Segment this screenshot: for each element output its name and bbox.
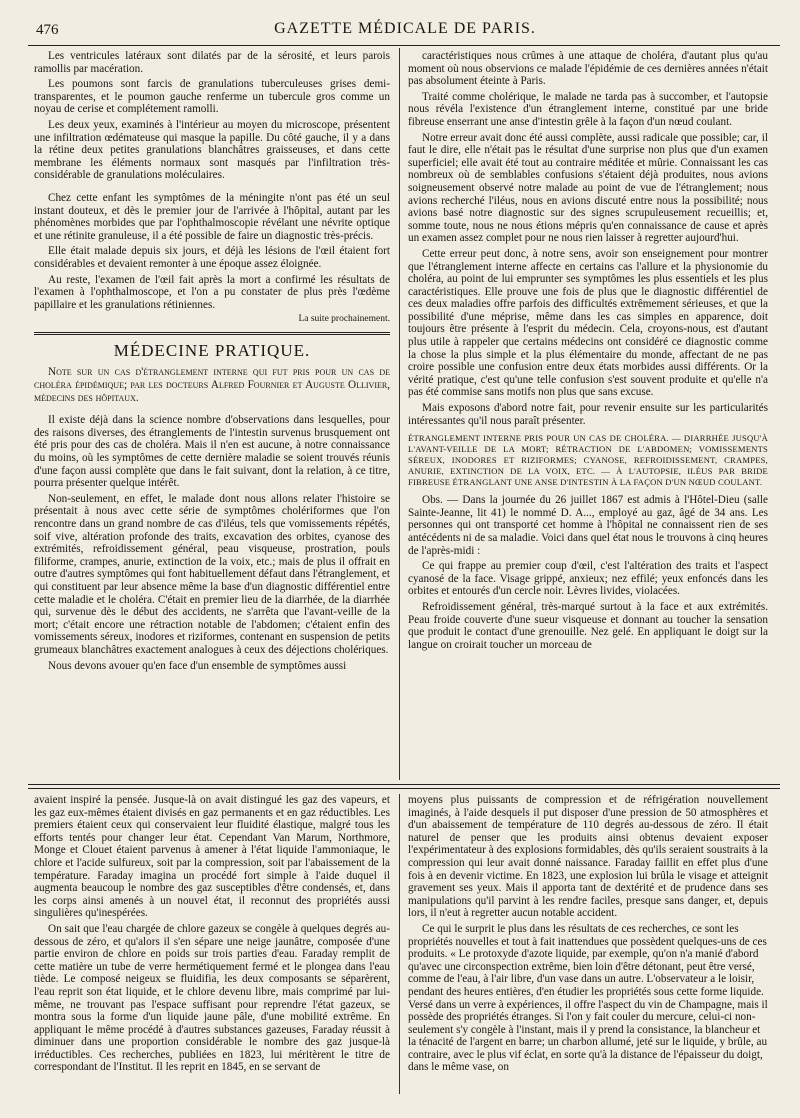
paragraph: Au reste, l'examen de l'œil fait après la mort a confirmé les résultats de l'examen à l'ophthalmoscope, et l'on a pu constater de plus près l'œdème papillaire et les granulations rétiniennes. <box>34 273 390 311</box>
paragraph: Cette erreur peut donc, à notre sens, avoir son enseignement pour montrer que l'étranglement interne affecte en certains cas l'allure et la physionomie du choléra, au point de lui emprunter ses symptômes les plus essentiels et les plus caractéristiques. Elle prouve une fois de plus que le diagnostic différentiel de ces deux maladies offre parfois des difficultés extrêmement sérieuses, et que la possibilité d'une méprise, même dans les cas simples en apparence, doit toujours être présente à l'esprit du médecin. Cela, croyons-nous, est d'autant plus utile à rappeler que certains médecins ont considéré ce diagnostic comme la chose la plus simple et la plus élémentaire du monde, affectant de ne pas croire possible une confusion entre deux états morbides aussi différents. Or la vérité pratique, c'est qu'une telle confusion s'est souvent produite et qu'elle n'a pas été commise sans motifs non plus que sans excuse. <box>408 247 768 399</box>
article-heading: Note sur un cas d'étranglement interne qui fut pris pour un cas de choléra épidémique; par les docteurs Alfred Fournier et Auguste Ollivier, médecins des hôpitaux. <box>34 366 390 404</box>
paragraph: Il existe déjà dans la science nombre d'observations dans lesquelles, pour des raisons diverses, des étranglements de l'intestin survenus brusquement ont été pris pour des cas de choléra. Mais il n'en est aucune, à notre connaissance du moins, où les symptômes de cette dernière maladie se soient trouvés réunis d'une façon aussi complète que dans le fait suivant, dont la relation, à ce titre, pourra présenter quelque intérêt. <box>34 414 390 490</box>
paragraph: Ce qui frappe au premier coup d'œil, c'est l'altération des traits et l'aspect cyanosé de la face. Visage grippé, anxieux; nez effilé; yeux enfoncés dans les orbites et entourés d'un cercle noir. Lèvres livides, violacées. <box>408 560 768 598</box>
column-bottom-right <box>408 794 768 1074</box>
page-header <box>28 18 782 40</box>
paragraph: Mais exposons d'abord notre fait, pour revenir ensuite sur les particularités intéressantes qu'il nous paraît présenter. <box>408 402 768 427</box>
paragraph: On sait que l'eau chargée de chlore gazeux se congèle à quelques degrés au-dessous de zéro, et qu'alors il s'en sépare une neige jaunâtre, composée d'une partie environ de chlore en poids sur trois parties d'eau. Faraday remplit de cette matière un tube de verre hermétiquement fermé et le plongea dans l'eau tiède. Le composé neigeux se fluidifia, les deux composants se séparèrent, l'eau reprit son état liquide, et le chlore devenu libre, mais comprimé par lui-même, ne trouvant pas l'espace suffisant pour reprendre l'état gazeux, se montra sous la forme d'un liquide jaune pâle, d'une mobilité extrême. En appliquant le même procédé à d'autres substances gazeuses, Faraday réussit à diminuer dans une proportion considérable le nombre des gaz jusque-là irréductibles. Ces recherches, publiées en 1823, lui méritèrent le titre de correspondant de l'Institut. Il les reprit en 1845, en se servant de <box>34 922 390 1074</box>
paragraph: moyens plus puissants de compression et de réfrigération nouvellement imaginés, à l'aide desquels il put disposer d'une pression de 50 atmosphères et d'un abaissement de température de 110 degrés au-dessous de zéro. Il était naturel de penser que les produits ainsi obtenus devaient exposer l'expérimentateur à des explosions formidables, dès qu'ils seraient soustraits à la compression qui leur avait donné naissance. Faraday faillit en effet plus d'une fois à en devenir victime. En 1823, une explosion lui brûla le visage et atteignit gravement ses yeux. Mais il apporta tant de dextérité et de prudence dans ses manipulations qu'il parvint à les rendre faciles, presque sans danger, et, depuis lors, il n'eut à regretter aucun notable accident. <box>408 794 768 920</box>
paragraph: Nous devons avouer qu'en face d'un ensemble de symptômes aussi <box>48 659 347 672</box>
paragraph: Obs. — Dans la journée du 26 juillet 1867 est admis à l'Hôtel-Dieu (salle Sainte-Jeanne, lit 41) le nommé D. A..., employé au gaz, âgé de 34 ans. Les personnes qui ont transporté cet homme à l'hôpital ne connaissent rien de ses antécédents ni de sa maladie. Voici dans quel état nous le trouvons à cinq heures de l'après-midi : <box>408 494 768 557</box>
column-divider-bottom <box>399 794 400 1094</box>
paragraph: avaient inspiré la pensée. Jusque-là on avait distingué les gaz des vapeurs, et les gaz eux-mêmes étaient divisés en gaz permanents et en gaz réductibles. Les premiers étaient ceux qui conservaient leur fluidité élastique, malgré tous les efforts tentés pour changer leur état. Cependant Van Marum, Northmore, Monge et Clouet étaient parvenus à amener à l'état liquide l'ammoniaque, le chlore et l'acide sulfureux, soit par la compression, soit par l'abaissement de la température. Faraday imagina un procédé fort simple à l'aide duquel il augmenta beaucoup le nombre des gaz susceptibles d'être condensés, et, dans les corps ainsi amenés à un nouvel état, il reconnut des propriétés aussi singulières qu'inespérées. <box>34 794 390 920</box>
feuilleton-separator <box>28 784 780 789</box>
column-bottom-left <box>34 794 390 1074</box>
paragraph: Les deux yeux, examinés à l'intérieur au moyen du microscope, présentent une infiltration œdémateuse qui masque la papille. Du côté gauche, il y a dans la rétine deux petites granulations blanchâtres graisseuses, et dans cette membrane les éléments normaux sont masqués par l'infiltration très-considérable de granulations moléculaires. <box>34 118 390 182</box>
paragraph: Non-seulement, en effet, le malade dont nous allons relater l'histoire se présentait à nous avec cette série de symptômes cholériformes que l'on rencontre dans un grand nombre de cas d'iléus, tels que vomissements répétés, soif vive, altération profonde des traits, excavation des orbites, cyanose des extrémités, refroidissement général, peau visqueuse, prostration, pouls filiforme, crampes, anurie, extinction de la voix, etc.; mais de plus il offrait en outre d'autres symptômes qui font habituellement défaut dans l'étranglement, et qui constituent par leur absence même la base d'un diagnostic différentiel entre cette maladie et le choléra. C'était en premier lieu de la diarrhée, de la diarrhée qui, survenue dès le début des accidents, ne s'arrêta que l'avant-veille de la mort; c'était encore une rétraction notable de l'abdomen; c'étaient enfin des vomissements séreux, inodores et riziformes, contenant en suspension de petits grumeaux blanchâtres exactement analogues à ceux des déjections cholériques. <box>34 492 390 656</box>
column-divider-top <box>399 48 400 780</box>
page-number: 476 <box>36 22 59 38</box>
paragraph: caractéristiques nous crûmes à une attaque de choléra, d'autant plus qu'au moment où nous observions ce malade l'épidémie de ces dernières années n'était pas absolument éteinte à Paris. <box>408 50 768 88</box>
observation-heading: ÉTRANGLEMENT INTERNE PRIS POUR UN CAS DE CHOLÉRA. — DIARRHÉE JUSQU'À L'AVANT-VEILLE DE LA MORT; RÉTRACTION DE L'ABDOMEN; VOMISSEMENTS SÉREUX, INODORES ET RIZIFORMES; CYANOSE, REFROIDISSEMENT, CRAMPES, ANURIE, EXTINCTION DE LA VOIX, ETC. — À L'AUTOPSIE, ILÉUS PAR BRIDE FIBREUSE ÉTRANGLANT UNE ANSE D'INTESTIN À LA FAÇON D'UN NŒUD COULANT. <box>408 433 768 488</box>
paragraph: Traité comme cholérique, le malade ne tarda pas à succomber, et l'autopsie nous révéla l'existence d'un étranglement interne, constitué par une bride fibreuse enserrant une anse d'intestin grêle à la façon d'un nœud coulant. <box>408 90 768 128</box>
paragraph: Refroidissement général, très-marqué surtout à la face et aux extrémités. Peau froide couverte d'une sueur visqueuse et donnant au toucher la sensation que produit le contact d'une grenouille. Nez gelé. En appliquant le doigt sur la langue on croirait toucher un morceau de <box>408 600 768 651</box>
paragraph: Ce qui le surprit le plus dans les résultats de ces recherches, ce sont les propriétés nouvelles et tout à fait inattendues que possèdent quelques-uns de ces produits. « Le protoxyde d'azote liquide, par exemple, qu'on n'a manié d'abord qu'avec une circonspection extrême, bien loin d'être détonant, peut être versé, comme de l'eau, à l'air libre, d'un vase dans un autre. L'observateur a le loisir, pendant des heures entières, d'en étudier les propriétés sous cette forme liquide. Versé dans un verre à expériences, il offre l'aspect du vin de Champagne, mais il possède des propriétés étranges. Si l'on y fait couler du mercure, celui-ci non-seulement s'y congèle à l'instant, mais il y prend la consistance, la blancheur et la ténacité de l'argent en barre; un charbon allumé, jeté sur le liquide, y brûle, au contraire, avec le plus vif éclat, en sorte qu'à la distance de l'épaisseur du doigt, dans le même vase, on <box>408 922 768 1074</box>
continuation-note: La suite prochainement. <box>298 314 390 325</box>
paragraph: Les poumons sont farcis de granulations tuberculeuses grises demi-transparentes, et le poumon gauche renferme un tubercule gros comme un noyau de cerise et complétement ramolli. <box>34 78 390 116</box>
paragraph: Notre erreur avait donc été aussi complète, aussi radicale que possible; car, il faut le dire, elle n'était pas le résultat d'une surprise non plus que d'un examen superficiel; elle avait été tout au contraire méditée et mûrie. Connaissant les cas nombreux où de semblables confusions s'étaient déjà produites, nous avions soigneusement observé notre malade au point de vue de l'étranglement; nous avions recherché l'iléus, nous en avions discuté entre nous la possibilité; nous avions basé notre diagnostic sur des signes scrupuleusement recueillis; et, somme toute, nous ne nous étions mépris qu'en connaissance de cause et après un examen assez complet pour ne nous rien laisser à regretter aujourd'hui. <box>408 131 768 245</box>
paragraph: Les ventricules latéraux sont dilatés par de la sérosité, et leurs parois ramollis par macération. <box>34 50 390 75</box>
running-title: GAZETTE MÉDICALE DE PARIS. <box>274 20 536 37</box>
column-top-right <box>408 50 768 651</box>
paragraph: Elle était malade depuis six jours, et déjà les lésions de l'œil étaient fort considérables et devaient remonter à une époque assez éloignée. <box>34 245 390 270</box>
section-title: MÉDECINE PRATIQUE. <box>113 340 311 360</box>
header-rule <box>28 45 780 46</box>
paragraph: Chez cette enfant les symptômes de la méningite n'ont pas été un seul instant douteux, et dès le premier jour de l'arrivée à l'hôpital, autant par les phénomènes morbides que par l'ophthalmoscopie révélant une névrite optique et une rétinite granuleuse, il a été possible de faire un diagnostic très-précis. <box>34 191 390 242</box>
section-rule <box>34 332 390 335</box>
column-top-left <box>34 50 390 672</box>
